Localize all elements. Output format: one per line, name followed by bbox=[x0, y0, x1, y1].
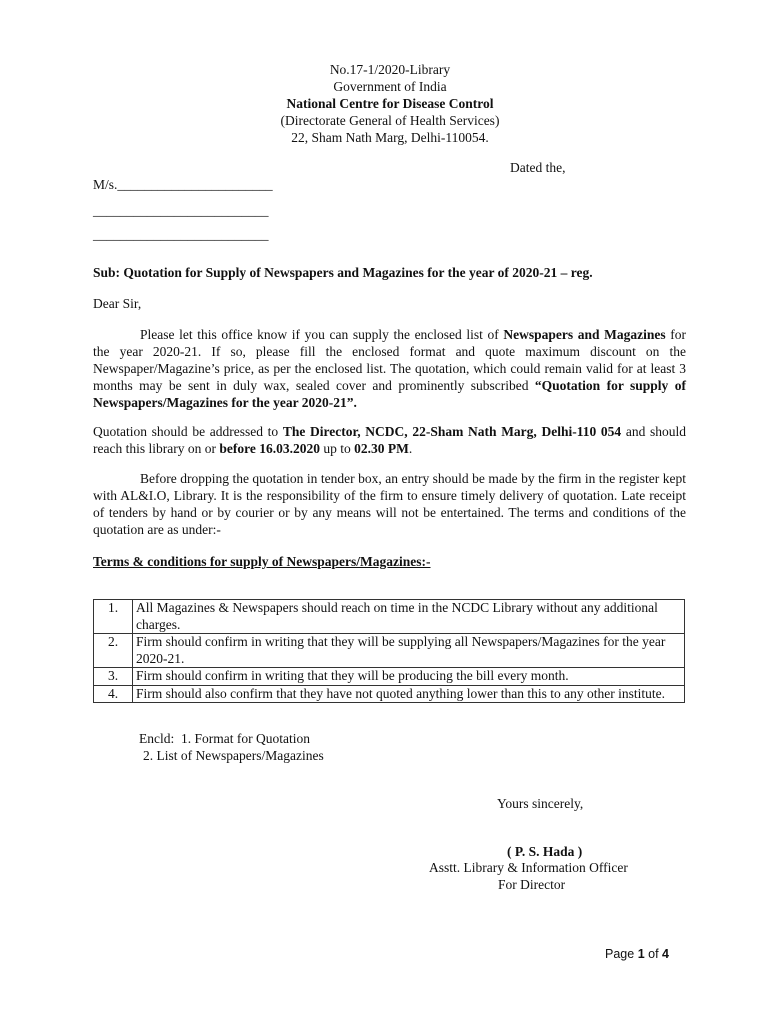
para2-text-4: . bbox=[408, 441, 413, 456]
paragraph-instructions: Before dropping the quotation in tender box, an entry should be made by the firm in the register kept with AL&I.O, Library. It is the responsibility of the firm to ensure timely delivery of quotation. Late receipt of tenders by hand or by courier or by any means will not be entertained. The terms and conditions of the quotation are as under:- bbox=[93, 471, 686, 537]
address-line: 22, Sham Nath Marg, Delhi-110054. bbox=[291, 130, 489, 145]
term-text: Firm should confirm in writing that they will be producing the bill every month. bbox=[133, 668, 685, 686]
addressee-line-1: M/s._______________________ bbox=[93, 177, 273, 192]
para1-text-2: for the year 2020-21. If so, please fill the enclosed format and quote maximum discount on the Newspaper/Magazine’s price, as per the enclosed list. The quotation, which could remain valid for at least 3 months may be sent in duly wax, sealed cover and prominently subscribed bbox=[93, 327, 686, 393]
table-row bbox=[94, 685, 685, 703]
para1-bold-items: Newspapers and Magazines bbox=[503, 327, 666, 342]
para1-bold-subscription: “Quotation for supply of Newspapers/Magazines for the year 2020-21”. bbox=[93, 378, 686, 410]
paragraph-request bbox=[93, 326, 686, 411]
paragraph-address bbox=[93, 423, 686, 457]
para2-bold-time: 02.30 PM bbox=[354, 441, 409, 456]
signatory-designation: Asstt. Library & Information Officer bbox=[429, 860, 628, 875]
government-line: Government of India bbox=[333, 79, 447, 94]
term-number: 1. bbox=[94, 600, 133, 634]
enclosure-line-2: 2. List of Newspapers/Magazines bbox=[143, 748, 324, 763]
terms-table bbox=[93, 599, 685, 703]
page-word: Page bbox=[605, 947, 635, 961]
term-text: Firm should confirm in writing that they will be supplying all Newspapers/Magazines for the year 2020-21. bbox=[133, 634, 685, 668]
signatory-name: ( P. S. Hada ) bbox=[507, 844, 583, 859]
organization-name: National Centre for Disease Control bbox=[286, 96, 494, 111]
para2-bold-date: before 16.03.2020 bbox=[219, 441, 320, 456]
terms-heading: Terms & conditions for supply of Newspapers/Magazines:- bbox=[93, 554, 431, 569]
closing-line: Yours sincerely, bbox=[497, 796, 584, 811]
para2-text-1: Quotation should be addressed to bbox=[93, 424, 283, 439]
reference-number: No.17-1/2020-Library bbox=[329, 62, 451, 77]
dated-line: Dated the, bbox=[510, 160, 566, 175]
addressee-line-2: __________________________ bbox=[93, 203, 269, 218]
enclosure-line-1: Encld: 1. Format for Quotation bbox=[139, 731, 310, 746]
table-row bbox=[94, 634, 685, 668]
current-page: 1 bbox=[637, 947, 645, 961]
para2-text-2: and should reach this library on or bbox=[93, 424, 686, 456]
term-number: 3. bbox=[94, 668, 133, 686]
addressee-line-3: __________________________ bbox=[93, 227, 269, 242]
para1-text-1: Please let this office know if you can supply the enclosed list of bbox=[140, 327, 504, 342]
of-word: of bbox=[648, 947, 659, 961]
para2-text-3: up to bbox=[319, 441, 355, 456]
table-row bbox=[94, 600, 685, 634]
term-number: 4. bbox=[94, 685, 133, 703]
term-number: 2. bbox=[94, 634, 133, 668]
subject-line: Sub: Quotation for Supply of Newspapers and Magazines for the year of 2020-21 – reg. bbox=[93, 265, 593, 280]
signatory-for: For Director bbox=[498, 877, 566, 892]
term-text: Firm should also confirm that they have not quoted anything lower than this to any other institute. bbox=[133, 685, 685, 703]
directorate-line: (Directorate General of Health Services) bbox=[280, 113, 500, 128]
total-pages: 4 bbox=[662, 947, 669, 961]
para2-bold-director: The Director, NCDC, 22-Sham Nath Marg, Delhi-110 054 bbox=[282, 424, 622, 439]
page-number bbox=[605, 947, 669, 961]
term-text: All Magazines & Newspapers should reach on time in the NCDC Library without any additional charges. bbox=[133, 600, 685, 634]
table-row bbox=[94, 668, 685, 686]
salutation: Dear Sir, bbox=[93, 296, 142, 311]
